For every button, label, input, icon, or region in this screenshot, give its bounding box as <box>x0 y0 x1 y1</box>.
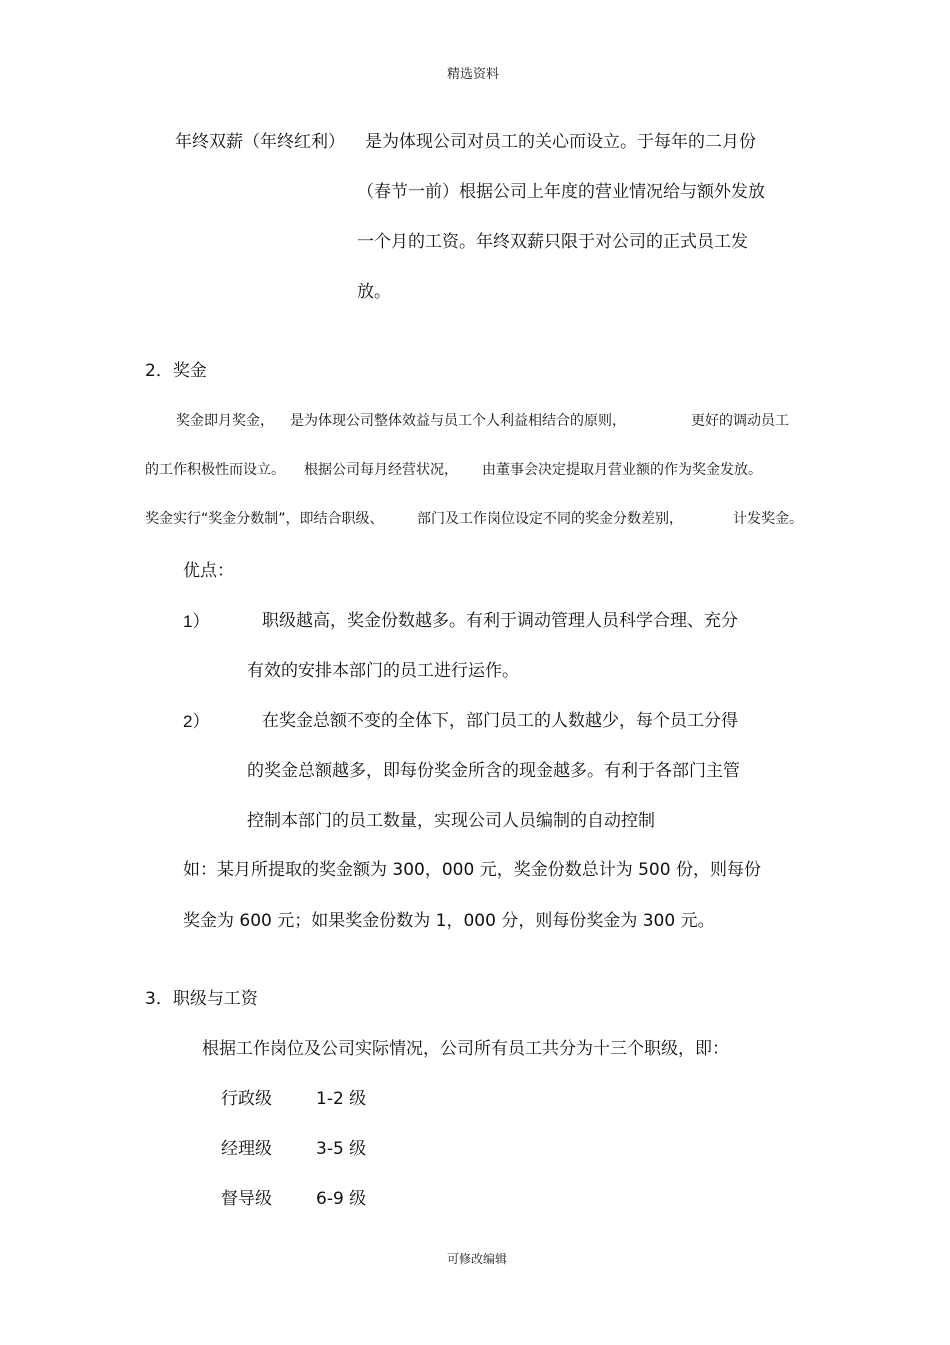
example-line-1: 如：某月所提取的奖金额为 300，000 元，奖金份数总计为 500 份，则每份 <box>183 860 761 880</box>
bonus-para-3b: 部门及工作岗位设定不同的奖金分数差别， <box>417 511 683 527</box>
grade-name: 督导级 <box>221 1189 272 1209</box>
year-end-line-1: 是为体现公司对员工的关心而设立。于每年的二月份 <box>365 132 756 152</box>
grade-range: 3-5 级 <box>316 1139 367 1159</box>
grade-name: 行政级 <box>221 1089 272 1109</box>
item-2-line-1: 在奖金总额不变的全体下，部门员工的人数越少，每个员工分得 <box>262 711 738 731</box>
page-header: 精选资料 <box>447 67 500 82</box>
item-2-line-3: 控制本部门的员工数量，实现公司人员编制的自动控制 <box>247 811 655 831</box>
bonus-para-1c: 更好的调动员工 <box>691 413 789 429</box>
bonus-para-1b: 是为体现公司整体效益与员工个人利益相结合的原则， <box>290 413 626 429</box>
year-end-line-4: 放。 <box>357 282 391 302</box>
example-line-2: 奖金为 600 元；如果奖金份数为 1，000 分，则每份奖金为 300 元。 <box>183 911 715 931</box>
bonus-para-1a: 奖金即月奖金， <box>176 413 274 429</box>
section3-intro: 根据工作岗位及公司实际情况，公司所有员工共分为十三个职级，即： <box>202 1039 729 1059</box>
item-2-number: 2） <box>183 712 210 731</box>
bonus-para-2c: 由董事会决定提取月营业额的作为奖金发放。 <box>482 462 762 478</box>
year-end-line-2: （春节一前）根据公司上年度的营业情况给与额外发放 <box>357 182 765 202</box>
advantages-label: 优点： <box>183 561 234 581</box>
bonus-para-3c: 计发奖金。 <box>733 511 803 527</box>
year-end-term: 年终双薪（年终红利） <box>175 132 345 152</box>
bonus-para-2b: 根据公司每月经营状况， <box>304 462 458 478</box>
bonus-para-2a: 的工作积极性而设立。 <box>145 462 285 478</box>
item-2-line-2: 的奖金总额越多，即每份奖金所含的现金越多。有利于各部门主管 <box>247 761 740 781</box>
grade-name: 经理级 <box>221 1139 272 1159</box>
item-1-line-1: 职级越高，奖金份数越多。有利于调动管理人员科学合理、充分 <box>262 611 738 631</box>
year-end-line-3: 一个月的工资。年终双薪只限于对公司的正式员工发 <box>357 232 748 252</box>
page-footer: 可修改编辑 <box>447 1252 508 1266</box>
section2-heading: 2．奖金 <box>145 361 207 381</box>
grade-range: 6-9 级 <box>316 1189 367 1209</box>
grade-range: 1-2 级 <box>316 1089 367 1109</box>
section3-heading: 3．职级与工资 <box>145 989 258 1009</box>
item-1-line-2: 有效的安排本部门的员工进行运作。 <box>247 661 519 681</box>
item-1-number: 1） <box>183 612 210 631</box>
bonus-para-3a: 奖金实行“奖金分数制”，即结合职级、 <box>145 511 384 527</box>
